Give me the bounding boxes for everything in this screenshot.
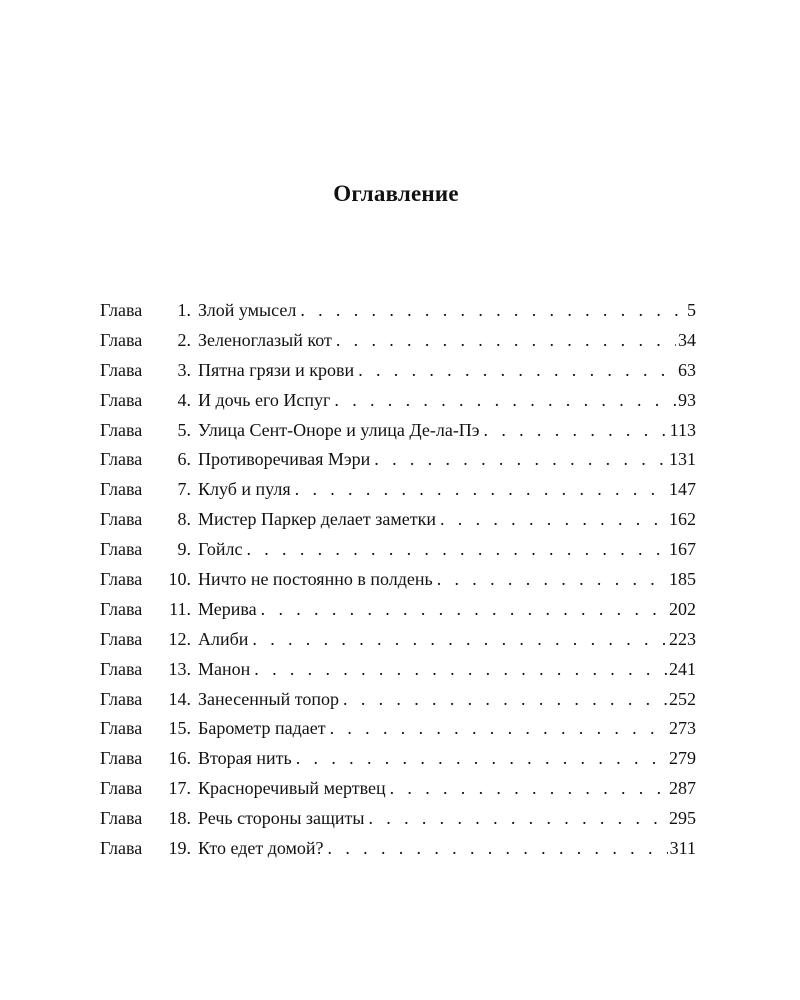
chapter-number: 10. [168,569,191,590]
chapter-label: Глава [100,838,143,859]
toc-entry[interactable] [100,416,696,446]
toc-entry[interactable] [100,685,696,715]
dot-leader [436,505,667,535]
chapter-label: Глава [100,718,143,739]
chapter-number: 12. [168,628,191,649]
page-number: 311 [669,838,696,859]
chapter-number: 6. [177,449,191,470]
chapter-label: Глава [100,389,143,410]
chapter-number: 2. [177,329,191,350]
chapter-label: Глава [100,598,143,619]
dot-leader [324,834,668,864]
page-number: 113 [669,419,696,440]
dot-leader [296,296,685,326]
chapter-number: 17. [168,778,191,799]
toc-entry[interactable] [100,356,696,386]
chapter-title: Занесенный топор [198,688,340,709]
dot-leader [339,685,667,715]
toc-entry[interactable] [100,296,696,326]
chapter-title: Злой умысел [198,300,297,320]
chapter-title: Мистер Паркер делает заметки [198,509,436,530]
toc-entry[interactable] [100,475,696,505]
chapter-label: Глава [100,539,143,560]
chapter-number: 14. [168,688,191,709]
page-number: 295 [669,808,696,829]
page-number: 131 [669,449,696,470]
chapter-label: Глава [100,688,143,709]
toc-entry[interactable] [100,655,696,685]
chapter-number: 11. [169,598,191,619]
chapter-title: Ничто не постоянно в полдень [198,569,433,590]
chapter-title: Речь стороны защиты [198,808,365,829]
chapter-title: Противоречивая Мэри [198,449,371,470]
dot-leader [292,744,667,774]
toc-entry[interactable] [100,774,696,804]
chapter-title: Барометр падает [198,718,326,739]
chapter-label: Глава [100,359,143,380]
chapter-title: Вторая нить [198,748,292,769]
chapter-label: Глава [100,300,143,320]
toc-entry[interactable] [100,326,696,356]
dot-leader [248,625,667,655]
chapter-number: 18. [168,808,191,829]
chapter-title: Красноречивый мертвец [198,778,386,799]
toc-entry[interactable] [100,744,696,774]
toc-entry[interactable] [100,445,696,475]
chapter-title: Зеленоглазый кот [198,329,332,350]
chapter-label: Глава [100,329,143,350]
page-number: 93 [678,389,696,410]
page-number: 5 [687,300,696,320]
dot-leader [354,356,676,386]
chapter-label: Глава [100,449,143,470]
page-number: 273 [669,718,696,739]
dot-leader [433,565,667,595]
chapter-label: Глава [100,419,143,440]
chapter-title: Клуб и пуля [198,479,291,500]
chapter-title: Манон [198,658,251,679]
chapter-number: 7. [177,479,191,500]
page-number: 34 [678,329,696,350]
toc-entry[interactable] [100,834,696,864]
page-number: 252 [669,688,696,709]
dot-leader [370,445,667,475]
chapter-label: Глава [100,748,143,769]
dot-leader [480,416,668,446]
toc-entry[interactable] [100,714,696,744]
chapter-label: Глава [100,569,143,590]
chapter-number: 4. [177,389,191,410]
dot-leader [364,804,667,834]
chapter-title: Улица Сент-Оноре и улица Де-ла-Пэ [198,419,480,440]
chapter-number: 16. [168,748,191,769]
chapter-label: Глава [100,509,143,530]
chapter-number: 8. [177,509,191,530]
dot-leader [250,655,667,685]
chapter-title: Алиби [198,628,249,649]
toc-entry[interactable] [100,565,696,595]
toc-entry[interactable] [100,505,696,535]
chapter-number: 15. [168,718,191,739]
dot-leader [330,386,676,416]
page-number: 202 [669,598,696,619]
chapter-number: 9. [177,539,191,560]
dot-leader [242,535,667,565]
chapter-title: Мерива [198,598,257,619]
chapter-label: Глава [100,778,143,799]
dot-leader [326,714,667,744]
dot-leader [386,774,667,804]
chapter-number: 19. [168,838,191,859]
page-number: 287 [669,778,696,799]
page-number: 185 [669,569,696,590]
chapter-title: И дочь его Испуг [198,389,331,410]
chapter-label: Глава [100,628,143,649]
toc-entry[interactable] [100,386,696,416]
toc-entry[interactable] [100,804,696,834]
page-number: 241 [669,658,696,679]
chapter-title: Кто едет домой? [198,838,324,859]
page-title: Оглавление [333,181,459,206]
chapter-title: Пятна грязи и крови [198,359,355,380]
page-number: 63 [678,359,696,380]
toc-entry[interactable] [100,535,696,565]
table-of-contents [100,296,696,864]
chapter-label: Глава [100,479,143,500]
page-number: 147 [669,479,696,500]
page-number: 223 [669,628,696,649]
toc-entry[interactable] [100,625,696,655]
page-number: 167 [669,539,696,560]
chapter-title: Гойлс [198,539,243,560]
chapter-number: 13. [168,658,191,679]
toc-entry[interactable] [100,595,696,625]
dot-leader [332,326,676,356]
chapter-number: 5. [177,419,191,440]
chapter-number: 1. [177,300,191,320]
page-number: 279 [669,748,696,769]
chapter-label: Глава [100,808,143,829]
dot-leader [257,595,667,625]
chapter-label: Глава [100,658,143,679]
dot-leader [291,475,667,505]
page-number: 162 [669,509,696,530]
chapter-number: 3. [177,359,191,380]
